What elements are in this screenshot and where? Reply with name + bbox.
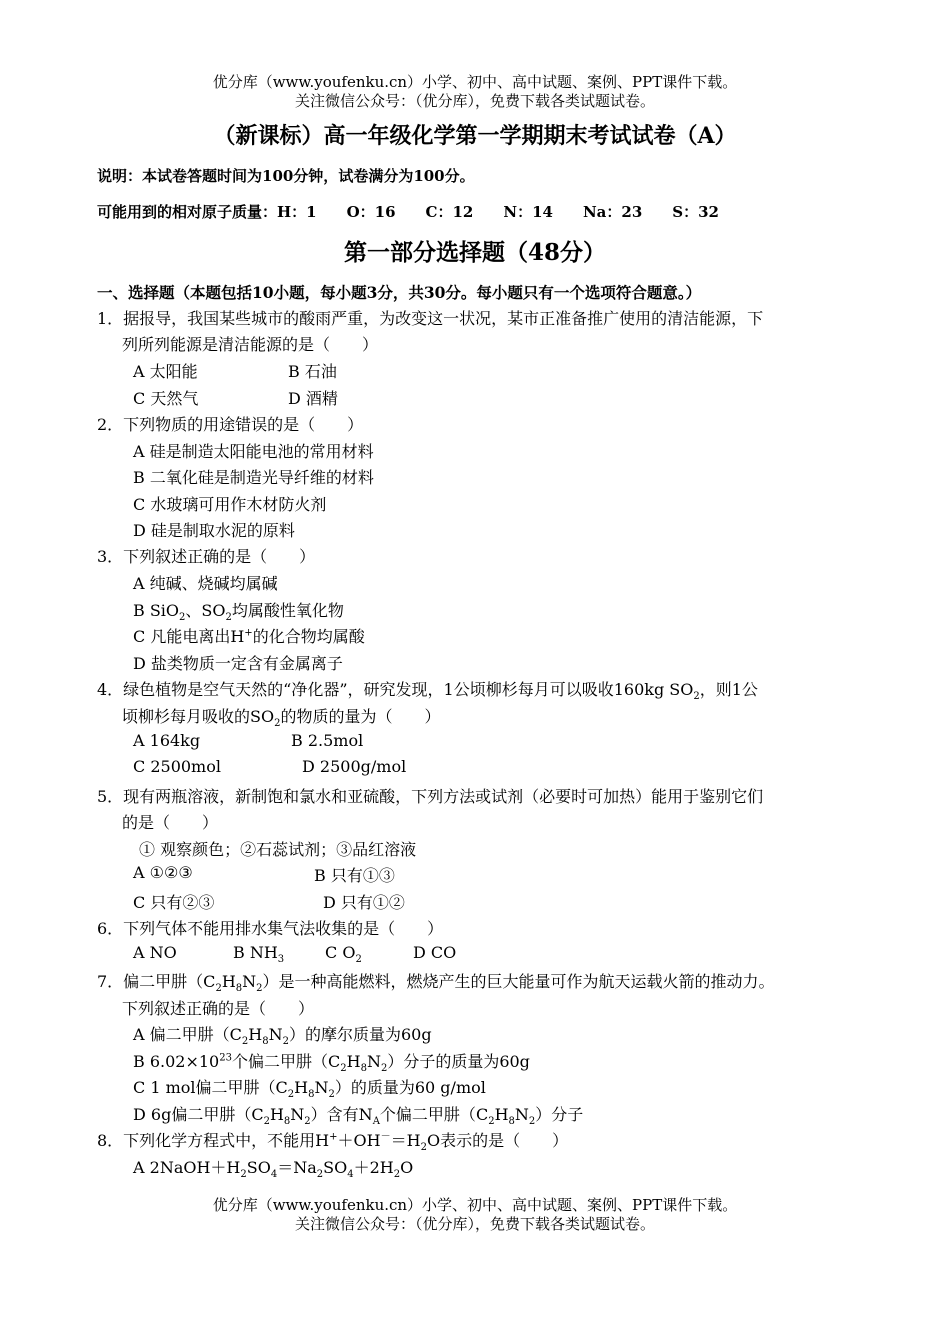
q2-option-b: B 二氧化硅是制造光导纤维的材料 xyxy=(133,468,374,487)
q4-option-c: C 2500mol xyxy=(133,757,221,776)
q4-stem-line-2: 顷柳杉每月吸收的$SO_2$的物质的量为（ ） xyxy=(122,707,441,730)
q5-option-c: C 只有②③ xyxy=(133,893,215,912)
q3-option-a: A 纯碱、烧碱均属碱 xyxy=(133,574,278,593)
q6-stem: 6．下列气体不能用排水集气法收集的是（ ） xyxy=(97,919,444,938)
exam-title: （新课标）高一年级化学第一学期期末考试试卷（A） xyxy=(213,123,737,149)
q4-option-b: B 2.5mol xyxy=(291,731,364,750)
q5-option-d: D 只有①② xyxy=(323,893,405,912)
q5-stem-line-2: 的是（ ） xyxy=(122,813,219,832)
q7-option-a: A 偏二甲肼$(C_2H_8N_2)$的摩尔质量为60g xyxy=(133,1025,432,1048)
q1-option-a: A 太阳能 xyxy=(133,362,198,381)
page-header-line-2: 关注微信公众号：（优分库），免费下载各类试题试卷。 xyxy=(294,92,655,110)
q3-stem: 3．下列叙述正确的是（ ） xyxy=(97,547,316,566)
q3-option-d: D 盐类物质一定含有金属离子 xyxy=(133,654,343,673)
q1-option-b: B 石油 xyxy=(288,362,337,381)
q8-option-a: A $2NaOH+H_2SO_4=Na_2SO_4+2H_2O$ xyxy=(133,1158,414,1181)
q6-option-c: C $O_2$ xyxy=(325,943,362,966)
q5-option-b: B 只有①③ xyxy=(314,866,395,885)
q7-option-d: D 6g偏二甲肼$(C_2H_8N_2)$含有$N_A$个偏二甲肼$(C_2H_8N_2)$分子 xyxy=(133,1105,584,1128)
exam-note: 说明：本试卷答题时间为100分钟，试卷满分为100分。 xyxy=(97,167,475,185)
q2-option-c: C 水玻璃可用作木材防火剂 xyxy=(133,495,327,514)
page-footer-line-1: 优分库（www.youfenku.cn）小学、初中、高中试题、案例、PPT课件下载。 xyxy=(212,1196,738,1214)
q3-option-b: B SiO$_2$、$SO_2$均属酸性氧化物 xyxy=(133,601,344,624)
q1-option-c: C 天然气 xyxy=(133,389,199,408)
q1-stem-line-1: 1．据报导，我国某些城市的酸雨严重，为改变这一状况，某市正准备推广使用的清洁能源，下 xyxy=(97,309,764,328)
q4-option-d: D 2500g/mol xyxy=(302,757,407,776)
section-instruction: 一、选择题（本题包括10小题，每小题3分，共30分。每小题只有一个选项符合题意。） xyxy=(97,283,702,302)
q7-option-b: B $6.02\times 10^{23}$个偏二甲肼$(C_2H_8N_2)$分子的质量为60g xyxy=(133,1052,530,1075)
q5-option-a: A ①②③ xyxy=(133,863,193,882)
q7-stem-line-1: 7．偏二甲肼$(C_2H_8N_2)$是一种高能燃料，燃烧产生的巨大能量可作为航天运载火箭的推动力。 xyxy=(97,972,775,995)
section-title: 第一部分选择题（48分） xyxy=(343,239,606,266)
atomic-masses: 可能用到的相对原子质量：H：1 O：16 C：12 N：14 Na：23 S：32 xyxy=(97,203,719,221)
q1-stem-line-2: 列所列能源是清洁能源的是（ ） xyxy=(122,335,379,354)
q6-option-d: D CO xyxy=(413,943,457,962)
page-footer-line-2: 关注微信公众号：（优分库），免费下载各类试题试卷。 xyxy=(294,1215,655,1233)
q1-option-d: D 酒精 xyxy=(288,389,338,408)
q3-option-c: C 凡能电离出H+的化合物均属酸 xyxy=(133,627,365,646)
q6-option-b: B $NH_3$ xyxy=(233,943,285,966)
q5-methods: ① 观察颜色；②石蕊试剂；③品红溶液 xyxy=(139,840,417,859)
q8-stem: 8．下列化学方程式中，不能用$H^++OH^-=H_2O$表示的是（ ） xyxy=(97,1131,569,1154)
q7-option-c: C 1 mol偏二甲肼$(C_2H_8N_2)$的质量为60 g/mol xyxy=(133,1078,486,1101)
q2-option-a: A 硅是制造太阳能电池的常用材料 xyxy=(133,442,374,461)
q4-stem-line-1: 4．绿色植物是空气天然的“净化器”，研究发现，1公顷柳杉每月可以吸收160kg $SO_2$，则1公 xyxy=(97,680,758,703)
q7-stem-line-2: 下列叙述正确的是（ ） xyxy=(122,999,315,1018)
q2-option-d: D 硅是制取水泥的原料 xyxy=(133,521,295,540)
page-header-line-1: 优分库（www.youfenku.cn）小学、初中、高中试题、案例、PPT课件下载。 xyxy=(212,73,738,91)
q5-stem-line-1: 5．现有两瓶溶液，新制饱和氯水和亚硫酸，下列方法或试剂（必要时可加热）能用于鉴别它们 xyxy=(97,787,764,806)
q2-stem: 2．下列物质的用途错误的是（ ） xyxy=(97,415,364,434)
q6-option-a: A NO xyxy=(133,943,177,962)
q4-option-a: A 164kg xyxy=(133,731,201,750)
